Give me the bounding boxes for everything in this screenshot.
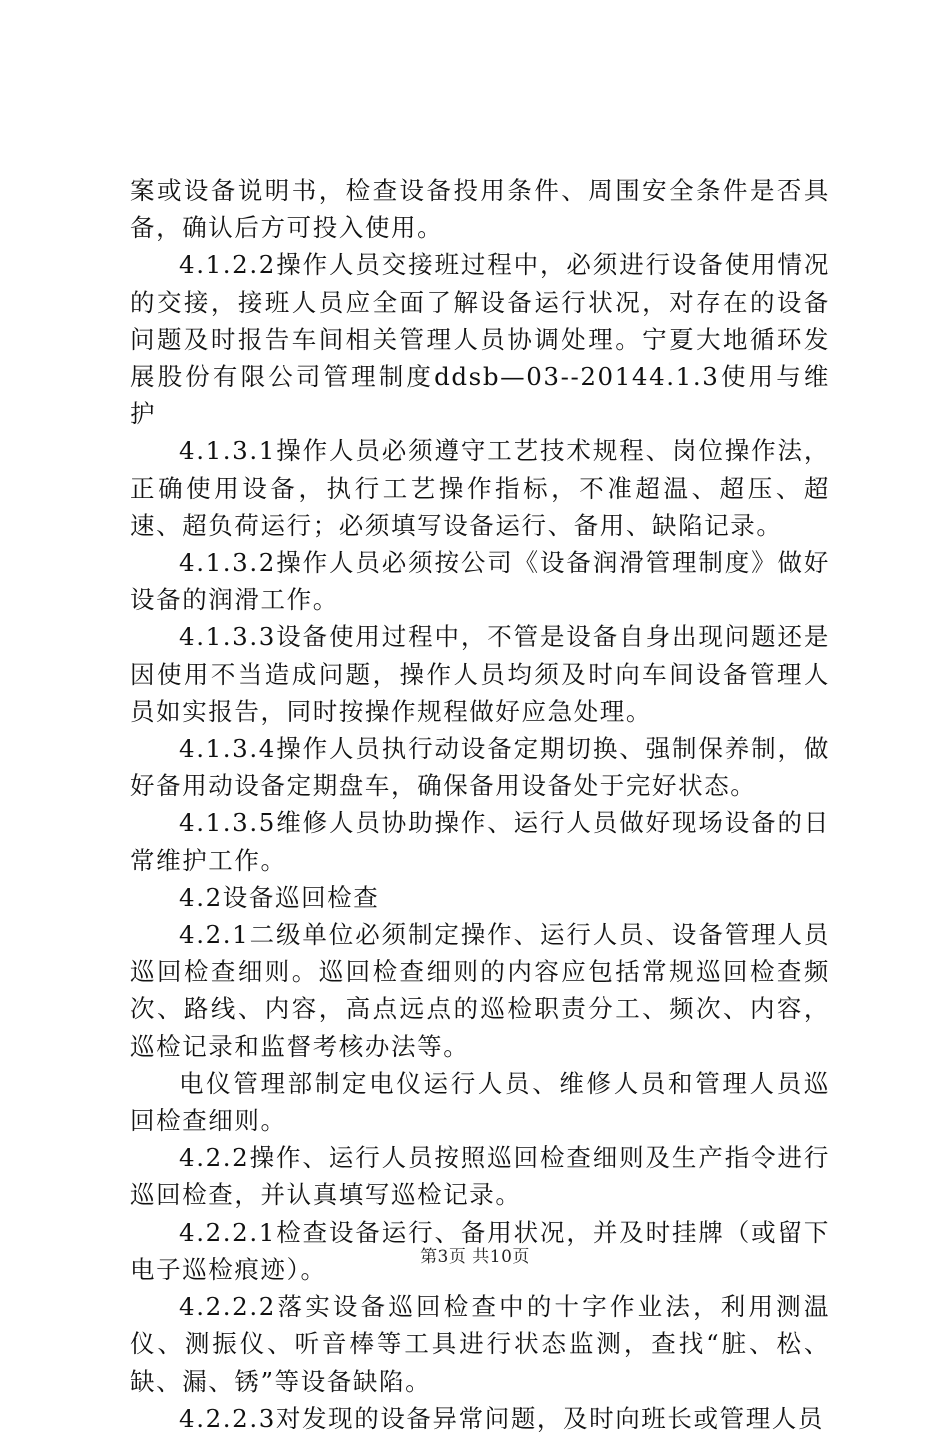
paragraph-13: 4.2.2.2落实设备巡回检查中的十字作业法，利用测温仪、测振仪、听音棒等工具进行状态监测，查找“脏、松、缺、漏、锈”等设备缺陷。 xyxy=(130,1292,830,1396)
paragraph-2: 4.1.2.2操作人员交接班过程中，必须进行设备使用情况的交接，接班人员应全面了解设备运行状况，对存在的设备问题及时报告车间相关管理人员协调处理。宁夏大地循环发展股份有限公司管理制度ddsb—03--20144.1.3使用与维护 xyxy=(130,250,830,429)
paragraph-3: 4.1.3.1操作人员必须遵守工艺技术规程、岗位操作法，正确使用设备，执行工艺操作指标，不准超温、超压、超速、超负荷运行；必须填写设备运行、备用、缺陷记录。 xyxy=(130,436,830,540)
paragraph-10: 电仪管理部制定电仪运行人员、维修人员和管理人员巡回检查细则。 xyxy=(130,1068,830,1136)
paragraph-1: 案或设备说明书，检查设备投用条件、周围安全条件是否具备，确认后方可投入使用。 xyxy=(130,176,830,243)
paragraph-14: 4.2.2.3对发现的设备异常问题，及时向班长或管理人员 xyxy=(179,1403,825,1433)
paragraph-4: 4.1.3.2操作人员必须按公司《设备润滑管理制度》做好设备的润滑工作。 xyxy=(130,548,830,615)
page-number-footer: 第3页 共10页 xyxy=(420,1247,530,1267)
section-heading: 4.2设备巡回检查 xyxy=(179,882,380,912)
paragraph-5: 4.1.3.3设备使用过程中，不管是设备自身出现问题还是因使用不当造成问题，操作人员均须及时向车间设备管理人员如实报告，同时按操作规程做好应急处理。 xyxy=(130,622,830,726)
paragraph-9: 4.2.1二级单位必须制定操作、运行人员、设备管理人员巡回检查细则。巡回检查细则的内容应包括常规巡回检查频次、路线、内容，高点远点的巡检职责分工、频次、内容，巡检记录和监督考核办法等。 xyxy=(130,920,830,1061)
paragraph-12: 4.2.2.1检查设备运行、备用状况，并及时挂牌（或留下电子巡检痕迹）。 xyxy=(130,1217,830,1284)
paragraph-11: 4.2.2操作、运行人员按照巡回检查细则及生产指令进行巡回检查，并认真填写巡检记录。 xyxy=(130,1143,830,1210)
paragraph-6: 4.1.3.4操作人员执行动设备定期切换、强制保养制，做好备用动设备定期盘车，确保备用设备处于完好状态。 xyxy=(130,734,830,801)
paragraph-7: 4.1.3.5维修人员协助操作、运行人员做好现场设备的日常维护工作。 xyxy=(130,808,830,875)
